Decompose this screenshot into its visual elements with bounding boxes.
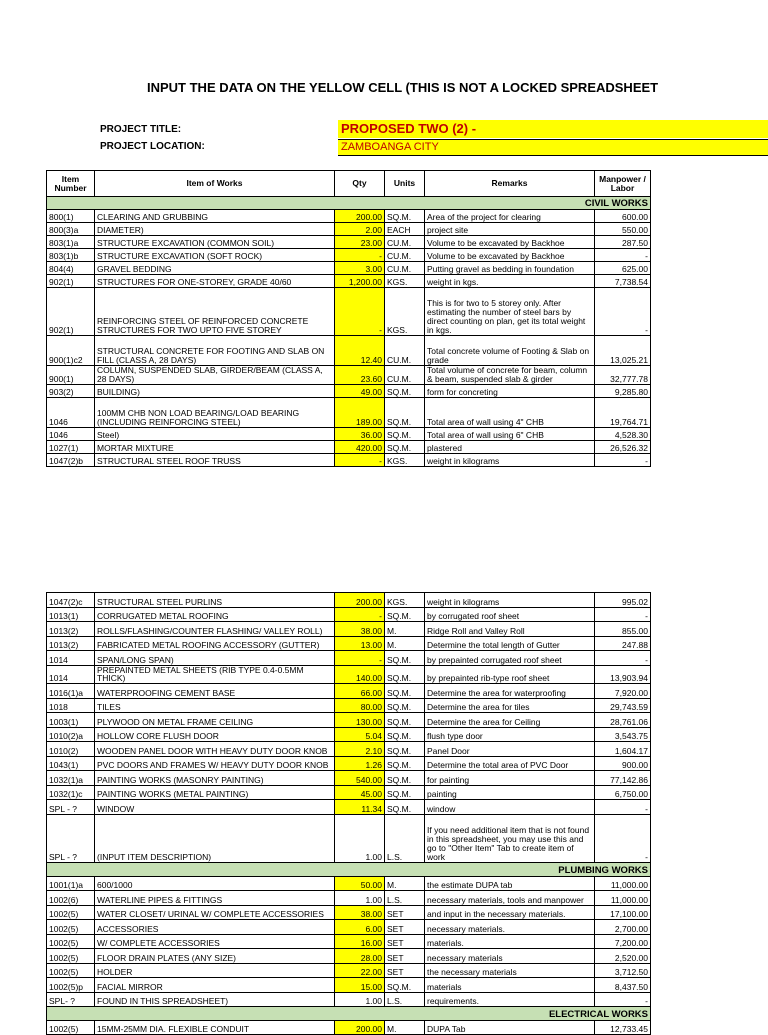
manpower-cell: 77,142.86 [595, 771, 651, 786]
item-description-cell: REINFORCING STEEL OF REINFORCED CONCRETE STRUCTURES FOR TWO UPTO FIVE STOREY [95, 288, 335, 336]
qty-input-cell[interactable]: 38.00 [335, 622, 385, 637]
unit-cell: SQ.M. [385, 397, 425, 427]
qty-input-cell[interactable]: 23.00 [335, 236, 385, 249]
qty-input-cell[interactable]: 49.00 [335, 384, 385, 397]
item-description-cell: CLEARING AND GRUBBING [95, 210, 335, 223]
item-description-cell: WINDOW [95, 800, 335, 815]
table-row [47, 262, 651, 275]
qty-input-cell[interactable]: - [335, 453, 385, 466]
qty-input-cell[interactable]: 200.00 [335, 210, 385, 223]
item-number-cell: 1002(5) [47, 949, 95, 964]
manpower-cell: 7,738.54 [595, 275, 651, 288]
item-number-cell: 1016(1)a [47, 684, 95, 699]
table-row [47, 963, 651, 978]
unit-cell: SQ.M. [385, 384, 425, 397]
manpower-cell: 625.00 [595, 262, 651, 275]
table-row [47, 727, 651, 742]
item-number-cell: 903(2) [47, 384, 95, 397]
remarks-cell: form for concreting [425, 384, 595, 397]
project-location-input[interactable]: ZAMBOANGA CITY [338, 139, 768, 156]
item-number-cell: 800(1) [47, 210, 95, 223]
remarks-cell: Determine the total area of PVC Door [425, 756, 595, 771]
manpower-cell: 2,700.00 [595, 920, 651, 935]
item-number-cell: 1002(6) [47, 891, 95, 906]
qty-input-cell[interactable]: 200.00 [335, 593, 385, 608]
qty-input-cell[interactable]: 1.00 [335, 891, 385, 906]
qty-input-cell[interactable]: 1.26 [335, 756, 385, 771]
item-number-cell: 1002(5) [47, 905, 95, 920]
qty-input-cell[interactable]: - [335, 249, 385, 262]
manpower-cell: 4,528.30 [595, 427, 651, 440]
unit-cell: SQ.M. [385, 727, 425, 742]
item-description-cell: STRUCTURE EXCAVATION (COMMON SOIL) [95, 236, 335, 249]
table-row [47, 934, 651, 949]
qty-input-cell[interactable]: - [335, 607, 385, 622]
qty-input-cell[interactable]: 66.00 [335, 684, 385, 699]
unit-cell: SET [385, 949, 425, 964]
unit-cell: SQ.M. [385, 742, 425, 757]
table-row [47, 891, 651, 906]
item-description-cell: STRUCTURES FOR ONE-STOREY, GRADE 40/60 [95, 275, 335, 288]
item-number-cell: 1002(5) [47, 963, 95, 978]
remarks-cell: by corrugated roof sheet [425, 607, 595, 622]
qty-input-cell[interactable]: - [335, 651, 385, 666]
table-row [47, 876, 651, 891]
header-manpower-labor: Manpower / Labor [595, 171, 651, 197]
item-number-cell: 1002(5) [47, 1021, 95, 1035]
item-description-cell: PAINTING WORKS (MASONRY PAINTING) [95, 771, 335, 786]
table-row [47, 713, 651, 728]
qty-input-cell[interactable]: 15.00 [335, 978, 385, 993]
remarks-cell: Panel Door [425, 742, 595, 757]
item-number-cell: 803(1)a [47, 236, 95, 249]
item-description-cell: PVC DOORS AND FRAMES W/ HEAVY DUTY DOOR KNOB [95, 756, 335, 771]
table-row [47, 607, 651, 622]
item-number-cell: SPL- ? [47, 992, 95, 1007]
qty-input-cell[interactable]: 420.00 [335, 440, 385, 453]
unit-cell: SQ.M. [385, 665, 425, 684]
item-description-cell: STRUCTURAL STEEL ROOF TRUSS [95, 453, 335, 466]
item-description-cell: PREPAINTED METAL SHEETS (RIB TYPE 0.4-0.5MM THICK) [95, 665, 335, 684]
table-row [47, 288, 651, 336]
item-number-cell: 1013(2) [47, 636, 95, 651]
remarks-cell: painting [425, 785, 595, 800]
remarks-cell: Putting gravel as bedding in foundation [425, 262, 595, 275]
table-row [47, 785, 651, 800]
item-description-cell: ACCESSORIES [95, 920, 335, 935]
unit-cell: SQ.M. [385, 210, 425, 223]
sheet-heading: INPUT THE DATA ON THE YELLOW CELL (THIS IS NOT A LOCKED SPREADSHEET [147, 80, 659, 95]
unit-cell: SQ.M. [385, 427, 425, 440]
manpower-cell: 26,526.32 [595, 440, 651, 453]
manpower-cell: 13,025.21 [595, 336, 651, 366]
remarks-cell: window [425, 800, 595, 815]
unit-cell: M. [385, 1021, 425, 1035]
qty-input-cell[interactable]: 12.40 [335, 336, 385, 366]
table-row [47, 756, 651, 771]
manpower-cell: 9,285.80 [595, 384, 651, 397]
item-number-cell: 1003(1) [47, 713, 95, 728]
manpower-cell: 8,437.50 [595, 978, 651, 993]
item-number-cell: 1013(1) [47, 607, 95, 622]
unit-cell: EACH [385, 223, 425, 236]
item-number-cell: 1014 [47, 651, 95, 666]
manpower-cell: 11,000.00 [595, 876, 651, 891]
remarks-cell: Determine the area for tiles [425, 698, 595, 713]
manpower-cell: - [595, 800, 651, 815]
item-number-cell: 1014 [47, 665, 95, 684]
remarks-cell: project site [425, 223, 595, 236]
table-row [47, 440, 651, 453]
remarks-cell: plastered [425, 440, 595, 453]
table-row [47, 366, 651, 385]
remarks-cell: necessary materials [425, 949, 595, 964]
remarks-cell: Ridge Roll and Valley Roll [425, 622, 595, 637]
table-row [47, 397, 651, 427]
unit-cell: CU.M. [385, 366, 425, 385]
qty-input-cell[interactable]: 1,200.00 [335, 275, 385, 288]
table-row [47, 249, 651, 262]
item-description-cell: WOODEN PANEL DOOR WITH HEAVY DUTY DOOR KNOB [95, 742, 335, 757]
manpower-cell: 855.00 [595, 622, 651, 637]
remarks-cell: This is for two to 5 storey only. After estimating the number of steel bars by direct counting on plan, get its total weight in kgs. [425, 288, 595, 336]
unit-cell: SQ.M. [385, 771, 425, 786]
remarks-cell: weight in kilograms [425, 593, 595, 608]
table-row [47, 814, 651, 862]
unit-cell: CU.M. [385, 236, 425, 249]
section-plumbing-works: PLUMBING WORKS [47, 862, 651, 876]
manpower-cell: 900.00 [595, 756, 651, 771]
unit-cell: L.S. [385, 814, 425, 862]
qty-input-cell[interactable]: 13.00 [335, 636, 385, 651]
item-description-cell: GRAVEL BEDDING [95, 262, 335, 275]
qty-input-cell[interactable]: 1.00 [335, 992, 385, 1007]
remarks-cell: and input in the necessary materials. [425, 905, 595, 920]
qty-input-cell[interactable]: 28.00 [335, 949, 385, 964]
item-description-cell: ROLLS/FLASHING/COUNTER FLASHING/ VALLEY ROLL) [95, 622, 335, 637]
table-row [47, 905, 651, 920]
unit-cell: CU.M. [385, 336, 425, 366]
item-number-cell: 803(1)b [47, 249, 95, 262]
manpower-cell: 287.50 [595, 236, 651, 249]
unit-cell: SQ.M. [385, 440, 425, 453]
remarks-cell: by prepainted corrugated roof sheet [425, 651, 595, 666]
manpower-cell: - [595, 249, 651, 262]
item-description-cell: 15MM-25MM DIA. FLEXIBLE CONDUIT [95, 1021, 335, 1035]
remarks-cell: Determine the total length of Gutter [425, 636, 595, 651]
unit-cell: SET [385, 920, 425, 935]
manpower-cell: 247.88 [595, 636, 651, 651]
qty-input-cell[interactable]: 200.00 [335, 1021, 385, 1035]
item-number-cell: 1002(5) [47, 934, 95, 949]
remarks-cell: Determine the area for Ceiling [425, 713, 595, 728]
item-description-cell: FLOOR DRAIN PLATES (ANY SIZE) [95, 949, 335, 964]
table-row [47, 920, 651, 935]
table-row [47, 800, 651, 815]
item-description-cell: PAINTING WORKS (METAL PAINTING) [95, 785, 335, 800]
remarks-cell: Volume to be excavated by Backhoe [425, 249, 595, 262]
remarks-cell: Determine the area for waterproofing [425, 684, 595, 699]
item-description-cell: SPAN/LONG SPAN) [95, 651, 335, 666]
qty-input-cell[interactable]: 50.00 [335, 876, 385, 891]
item-number-cell: 1047(2)c [47, 593, 95, 608]
remarks-cell: requirements. [425, 992, 595, 1007]
item-description-cell: COLUMN, SUSPENDED SLAB, GIRDER/BEAM (CLASS A, 28 DAYS) [95, 366, 335, 385]
qty-input-cell[interactable]: 36.00 [335, 427, 385, 440]
manpower-cell: 3,712.50 [595, 963, 651, 978]
item-description-cell: STRUCTURAL CONCRETE FOR FOOTING AND SLAB ON FILL (CLASS A, 28 DAYS) [95, 336, 335, 366]
manpower-cell: - [595, 992, 651, 1007]
item-description-cell: TILES [95, 698, 335, 713]
unit-cell: SET [385, 963, 425, 978]
item-number-cell: 1002(5) [47, 920, 95, 935]
manpower-cell: 600.00 [595, 210, 651, 223]
remarks-cell: Total area of wall using 4" CHB [425, 397, 595, 427]
unit-cell: KGS. [385, 453, 425, 466]
table-row [47, 771, 651, 786]
qty-input-cell[interactable]: 80.00 [335, 698, 385, 713]
item-description-cell: HOLDER [95, 963, 335, 978]
item-description-cell: STRUCTURE EXCAVATION (SOFT ROCK) [95, 249, 335, 262]
table-row [47, 275, 651, 288]
item-number-cell: 1027(1) [47, 440, 95, 453]
item-number-cell: 804(4) [47, 262, 95, 275]
unit-cell: SQ.M. [385, 684, 425, 699]
remarks-cell: DUPA Tab [425, 1021, 595, 1035]
qty-input-cell[interactable]: 1.00 [335, 814, 385, 862]
item-number-cell: 902(1) [47, 275, 95, 288]
header-item-of-works: Item of Works [95, 171, 335, 197]
remarks-cell: Total concrete volume of Footing & Slab on grade [425, 336, 595, 366]
manpower-cell: 12,733.45 [595, 1021, 651, 1035]
table-row [47, 453, 651, 466]
item-number-cell: 1013(2) [47, 622, 95, 637]
header-qty: Qty [335, 171, 385, 197]
item-description-cell: 100MM CHB NON LOAD BEARING/LOAD BEARING (INCLUDING REINFORCING STEEL) [95, 397, 335, 427]
qty-input-cell[interactable]: 5.04 [335, 727, 385, 742]
qty-input-cell[interactable]: 22.00 [335, 963, 385, 978]
item-number-cell: 1046 [47, 397, 95, 427]
qty-input-cell[interactable]: 3.00 [335, 262, 385, 275]
item-number-cell: 1032(1)a [47, 771, 95, 786]
item-number-cell: SPL - ? [47, 800, 95, 815]
remarks-cell: flush type door [425, 727, 595, 742]
remarks-cell: by prepainted rib-type roof sheet [425, 665, 595, 684]
manpower-cell: 29,743.59 [595, 698, 651, 713]
table-row [47, 622, 651, 637]
manpower-cell: 13,903.94 [595, 665, 651, 684]
unit-cell: M. [385, 636, 425, 651]
qty-input-cell[interactable]: 16.00 [335, 934, 385, 949]
item-description-cell: CORRUGATED METAL ROOFING [95, 607, 335, 622]
unit-cell: SQ.M. [385, 785, 425, 800]
remarks-cell: Total volume of concrete for beam, column & beam, suspended slab & girder [425, 366, 595, 385]
item-number-cell: 900(1)c2 [47, 336, 95, 366]
item-description-cell: WATERLINE PIPES & FITTINGS [95, 891, 335, 906]
unit-cell: KGS. [385, 593, 425, 608]
qty-input-cell[interactable]: 130.00 [335, 713, 385, 728]
item-description-cell: W/ COMPLETE ACCESSORIES [95, 934, 335, 949]
table-row [47, 978, 651, 993]
unit-cell: SET [385, 905, 425, 920]
item-description-cell: FACIAL MIRROR [95, 978, 335, 993]
remarks-cell: Total area of wall using 6" CHB [425, 427, 595, 440]
project-title-label: PROJECT TITLE: [100, 124, 182, 135]
remarks-cell: weight in kgs. [425, 275, 595, 288]
manpower-cell: 3,543.75 [595, 727, 651, 742]
project-title-input[interactable]: PROPOSED TWO (2) - [338, 120, 768, 138]
remarks-cell: If you need additional item that is not found in this spreadsheet, you may use this and go to "Other Item" Tab to create item of work [425, 814, 595, 862]
manpower-cell: - [595, 814, 651, 862]
item-number-cell: 1046 [47, 427, 95, 440]
manpower-cell: 17,100.00 [595, 905, 651, 920]
manpower-cell: - [595, 607, 651, 622]
qty-input-cell[interactable]: 11.34 [335, 800, 385, 815]
item-number-cell: 902(1) [47, 288, 95, 336]
unit-cell: KGS. [385, 288, 425, 336]
remarks-cell: for painting [425, 771, 595, 786]
manpower-cell: - [595, 651, 651, 666]
remarks-cell: necessary materials. [425, 920, 595, 935]
manpower-cell: - [595, 453, 651, 466]
unit-cell: SQ.M. [385, 713, 425, 728]
item-description-cell: BUILDING) [95, 384, 335, 397]
manpower-cell: 19,764.71 [595, 397, 651, 427]
works-table-continued [46, 592, 651, 1035]
unit-cell: M. [385, 622, 425, 637]
unit-cell: CU.M. [385, 262, 425, 275]
table-row [47, 651, 651, 666]
item-number-cell: 1018 [47, 698, 95, 713]
item-number-cell: 800(3)a [47, 223, 95, 236]
manpower-cell: 2,520.00 [595, 949, 651, 964]
item-description-cell: PLYWOOD ON METAL FRAME CEILING [95, 713, 335, 728]
qty-input-cell[interactable]: 189.00 [335, 397, 385, 427]
remarks-cell: materials [425, 978, 595, 993]
table-row [47, 384, 651, 397]
item-description-cell: FOUND IN THIS SPREADSHEET) [95, 992, 335, 1007]
qty-input-cell[interactable]: 140.00 [335, 665, 385, 684]
qty-input-cell[interactable]: 2.00 [335, 223, 385, 236]
unit-cell: SQ.M. [385, 978, 425, 993]
table-row [47, 223, 651, 236]
unit-cell: M. [385, 876, 425, 891]
table-row [47, 210, 651, 223]
section-electrical-works: ELECTRICAL WORKS [47, 1007, 651, 1021]
remarks-cell: Volume to be excavated by Backhoe [425, 236, 595, 249]
unit-cell: L.S. [385, 891, 425, 906]
qty-input-cell[interactable]: 2.10 [335, 742, 385, 757]
item-description-cell: Steel) [95, 427, 335, 440]
unit-cell: SQ.M. [385, 800, 425, 815]
item-description-cell: STRUCTURAL STEEL PURLINS [95, 593, 335, 608]
item-description-cell: WATER CLOSET/ URINAL W/ COMPLETE ACCESSORIES [95, 905, 335, 920]
table-row [47, 593, 651, 608]
section-civil-works: CIVIL WORKS [47, 197, 651, 210]
unit-cell: SQ.M. [385, 698, 425, 713]
table-row [47, 665, 651, 684]
manpower-cell: - [595, 288, 651, 336]
header-units: Units [385, 171, 425, 197]
item-description-cell: 600/1000 [95, 876, 335, 891]
table-row [47, 236, 651, 249]
item-number-cell: 1010(2) [47, 742, 95, 757]
table-row [47, 949, 651, 964]
item-number-cell: 1032(1)c [47, 785, 95, 800]
header-item-number: Item Number [47, 171, 95, 197]
remarks-cell: the estimate DUPA tab [425, 876, 595, 891]
remarks-cell: weight in kilograms [425, 453, 595, 466]
manpower-cell: 550.00 [595, 223, 651, 236]
item-number-cell: 900(1) [47, 366, 95, 385]
table-row [47, 992, 651, 1007]
manpower-cell: 6,750.00 [595, 785, 651, 800]
unit-cell: SQ.M. [385, 651, 425, 666]
manpower-cell: 995.02 [595, 593, 651, 608]
table-row [47, 1021, 651, 1035]
item-number-cell: SPL - ? [47, 814, 95, 862]
qty-input-cell[interactable]: 540.00 [335, 771, 385, 786]
item-description-cell: DIAMETER) [95, 223, 335, 236]
item-description-cell: WATERPROOFING CEMENT BASE [95, 684, 335, 699]
table-row [47, 742, 651, 757]
item-number-cell: 1047(2)b [47, 453, 95, 466]
item-description-cell: FABRICATED METAL ROOFING ACCESSORY (GUTTER) [95, 636, 335, 651]
item-description-cell: (INPUT ITEM DESCRIPTION) [95, 814, 335, 862]
manpower-cell: 7,920.00 [595, 684, 651, 699]
manpower-cell: 7,200.00 [595, 934, 651, 949]
unit-cell: SQ.M. [385, 756, 425, 771]
qty-input-cell[interactable]: 23.60 [335, 366, 385, 385]
item-number-cell: 1043(1) [47, 756, 95, 771]
remarks-cell: necessary materials, tools and manpower [425, 891, 595, 906]
table-row [47, 698, 651, 713]
unit-cell: SET [385, 934, 425, 949]
table-row [47, 684, 651, 699]
header-remarks: Remarks [425, 171, 595, 197]
qty-input-cell[interactable]: - [335, 288, 385, 336]
qty-input-cell[interactable]: 38.00 [335, 905, 385, 920]
unit-cell: L.S. [385, 992, 425, 1007]
qty-input-cell[interactable]: 45.00 [335, 785, 385, 800]
table-row [47, 336, 651, 366]
item-number-cell: 1001(1)a [47, 876, 95, 891]
item-description-cell: HOLLOW CORE FLUSH DOOR [95, 727, 335, 742]
unit-cell: CU.M. [385, 249, 425, 262]
unit-cell: KGS. [385, 275, 425, 288]
table-row [47, 636, 651, 651]
remarks-cell: Area of the project for clearing [425, 210, 595, 223]
item-description-cell: MORTAR MIXTURE [95, 440, 335, 453]
remarks-cell: materials. [425, 934, 595, 949]
item-number-cell: 1002(5)p [47, 978, 95, 993]
remarks-cell: the necessary materials [425, 963, 595, 978]
manpower-cell: 32,777.78 [595, 366, 651, 385]
civil-works-table [46, 170, 651, 467]
qty-input-cell[interactable]: 6.00 [335, 920, 385, 935]
table-row [47, 427, 651, 440]
unit-cell: SQ.M. [385, 607, 425, 622]
project-location-label: PROJECT LOCATION: [100, 141, 205, 152]
manpower-cell: 1,604.17 [595, 742, 651, 757]
manpower-cell: 11,000.00 [595, 891, 651, 906]
item-number-cell: 1010(2)a [47, 727, 95, 742]
manpower-cell: 28,761.06 [595, 713, 651, 728]
